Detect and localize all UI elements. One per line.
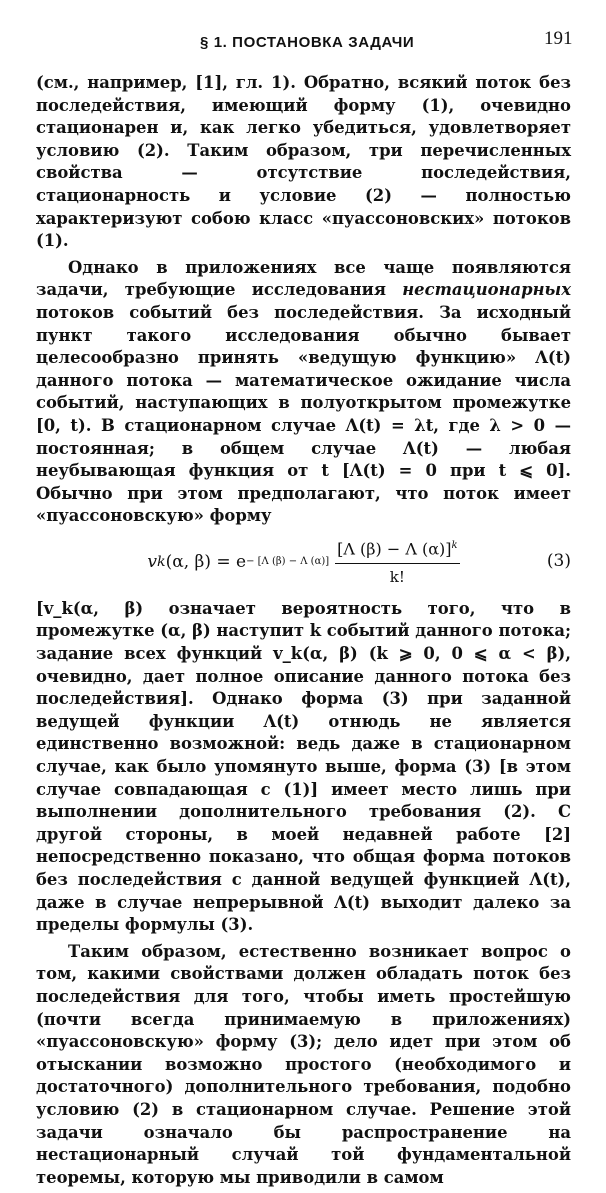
formula-denominator: k!: [389, 568, 405, 587]
paragraph-2-part-a: Однако в приложениях все чаще появляются задачи, требующие исследования: [36, 257, 571, 300]
running-header: [0, 22, 606, 52]
formula-expression: [147, 535, 459, 589]
formula-lhs: v: [147, 551, 158, 572]
formula-numerator-power: k: [451, 540, 458, 552]
section-title: § 1. ПОСТАНОВКА ЗАДАЧИ: [200, 34, 415, 51]
body-text: [36, 72, 571, 1193]
formula-exponent: − [Λ (β) − Λ (α)]: [246, 555, 330, 567]
formula-lhs-sub: k: [157, 553, 166, 570]
equation-number: (3): [546, 550, 571, 571]
formula-args: (α, β) = e: [165, 551, 247, 572]
page-number: 191: [544, 28, 573, 49]
formula-numerator: [335, 535, 459, 564]
formula-3: [36, 532, 571, 592]
paragraph-2: [36, 257, 571, 528]
paragraph-3: [v_k(α, β) означает вероятность того, что в промежутке (α, β) наступит k событий данного потока; задание всех функций v_k(α, β) (k ⩾ 0, 0 ⩽ α < β), очевидно, дает полное описание данного потока без последействия]. Однако форма (3) при заданной ведущей функции Λ(t) отнюдь не является единственно возможной: ведь даже в стационарном случае, как было упомянуто выше, форма (3) [в этом случае совпадающая с (1)] имеет место лишь при выполнении дополнительного требования (2). С другой стороны, в моей недавней работе [2] непосредственно показано, что общая форма потоков без последействия с данной ведущей функцией Λ(t), даже в случае непрерывной Λ(t) выходит далеко за пределы формулы (3).: [36, 598, 571, 935]
paragraph-2-part-b: потоков событий без последействия. За исходный пункт такого исследования обычно бывает целесообразно принять «ведущую функцию» Λ(t) данного потока — математическое ожидание числа событий, наступающих в полуоткрытом промежутке [0, t). В стационарном случае Λ(t) = λt, где λ > 0 — постоянная; в общем случае Λ(t) — любая неубывающая функция от t [Λ(t) = 0 при t ⩽ 0]. Обычно при этом предполагают, что поток имеет «пуассоновскую» форму: [36, 302, 571, 526]
paragraph-1: (см., например, [1], гл. 1). Обратно, всякий поток без последействия, имеющий форму (1), очевидно стационарен и, как легко убедиться, удовлетворяет условию (2). Таким образом, три перечисленных свойства — отсутствие последействия, стационарность и условие (2) — полностью характеризуют собою класс «пуассоновских» потоков (1).: [36, 73, 571, 251]
paragraph-4: Таким образом, естественно возникает вопрос о том, какими свойствами должен обладать поток без последействия для того, чтобы иметь простейшую (почти всегда принимаемую в приложениях) «пуассоновскую» форму (3); дело идет при этом об отыскании возможно простого (необходимого и достаточного) дополнительного требования, подобно условию (2) в стационарном случае. Решение этой задачи означало бы распространение на нестационарный случай той фундаментальной теоремы, которую мы приводили в самом: [36, 941, 571, 1187]
formula-fraction: [335, 535, 459, 589]
formula-numerator-text: [Λ (β) − Λ (α)]: [337, 539, 452, 559]
emphasis-nonstationary: нестационарных: [402, 280, 571, 300]
